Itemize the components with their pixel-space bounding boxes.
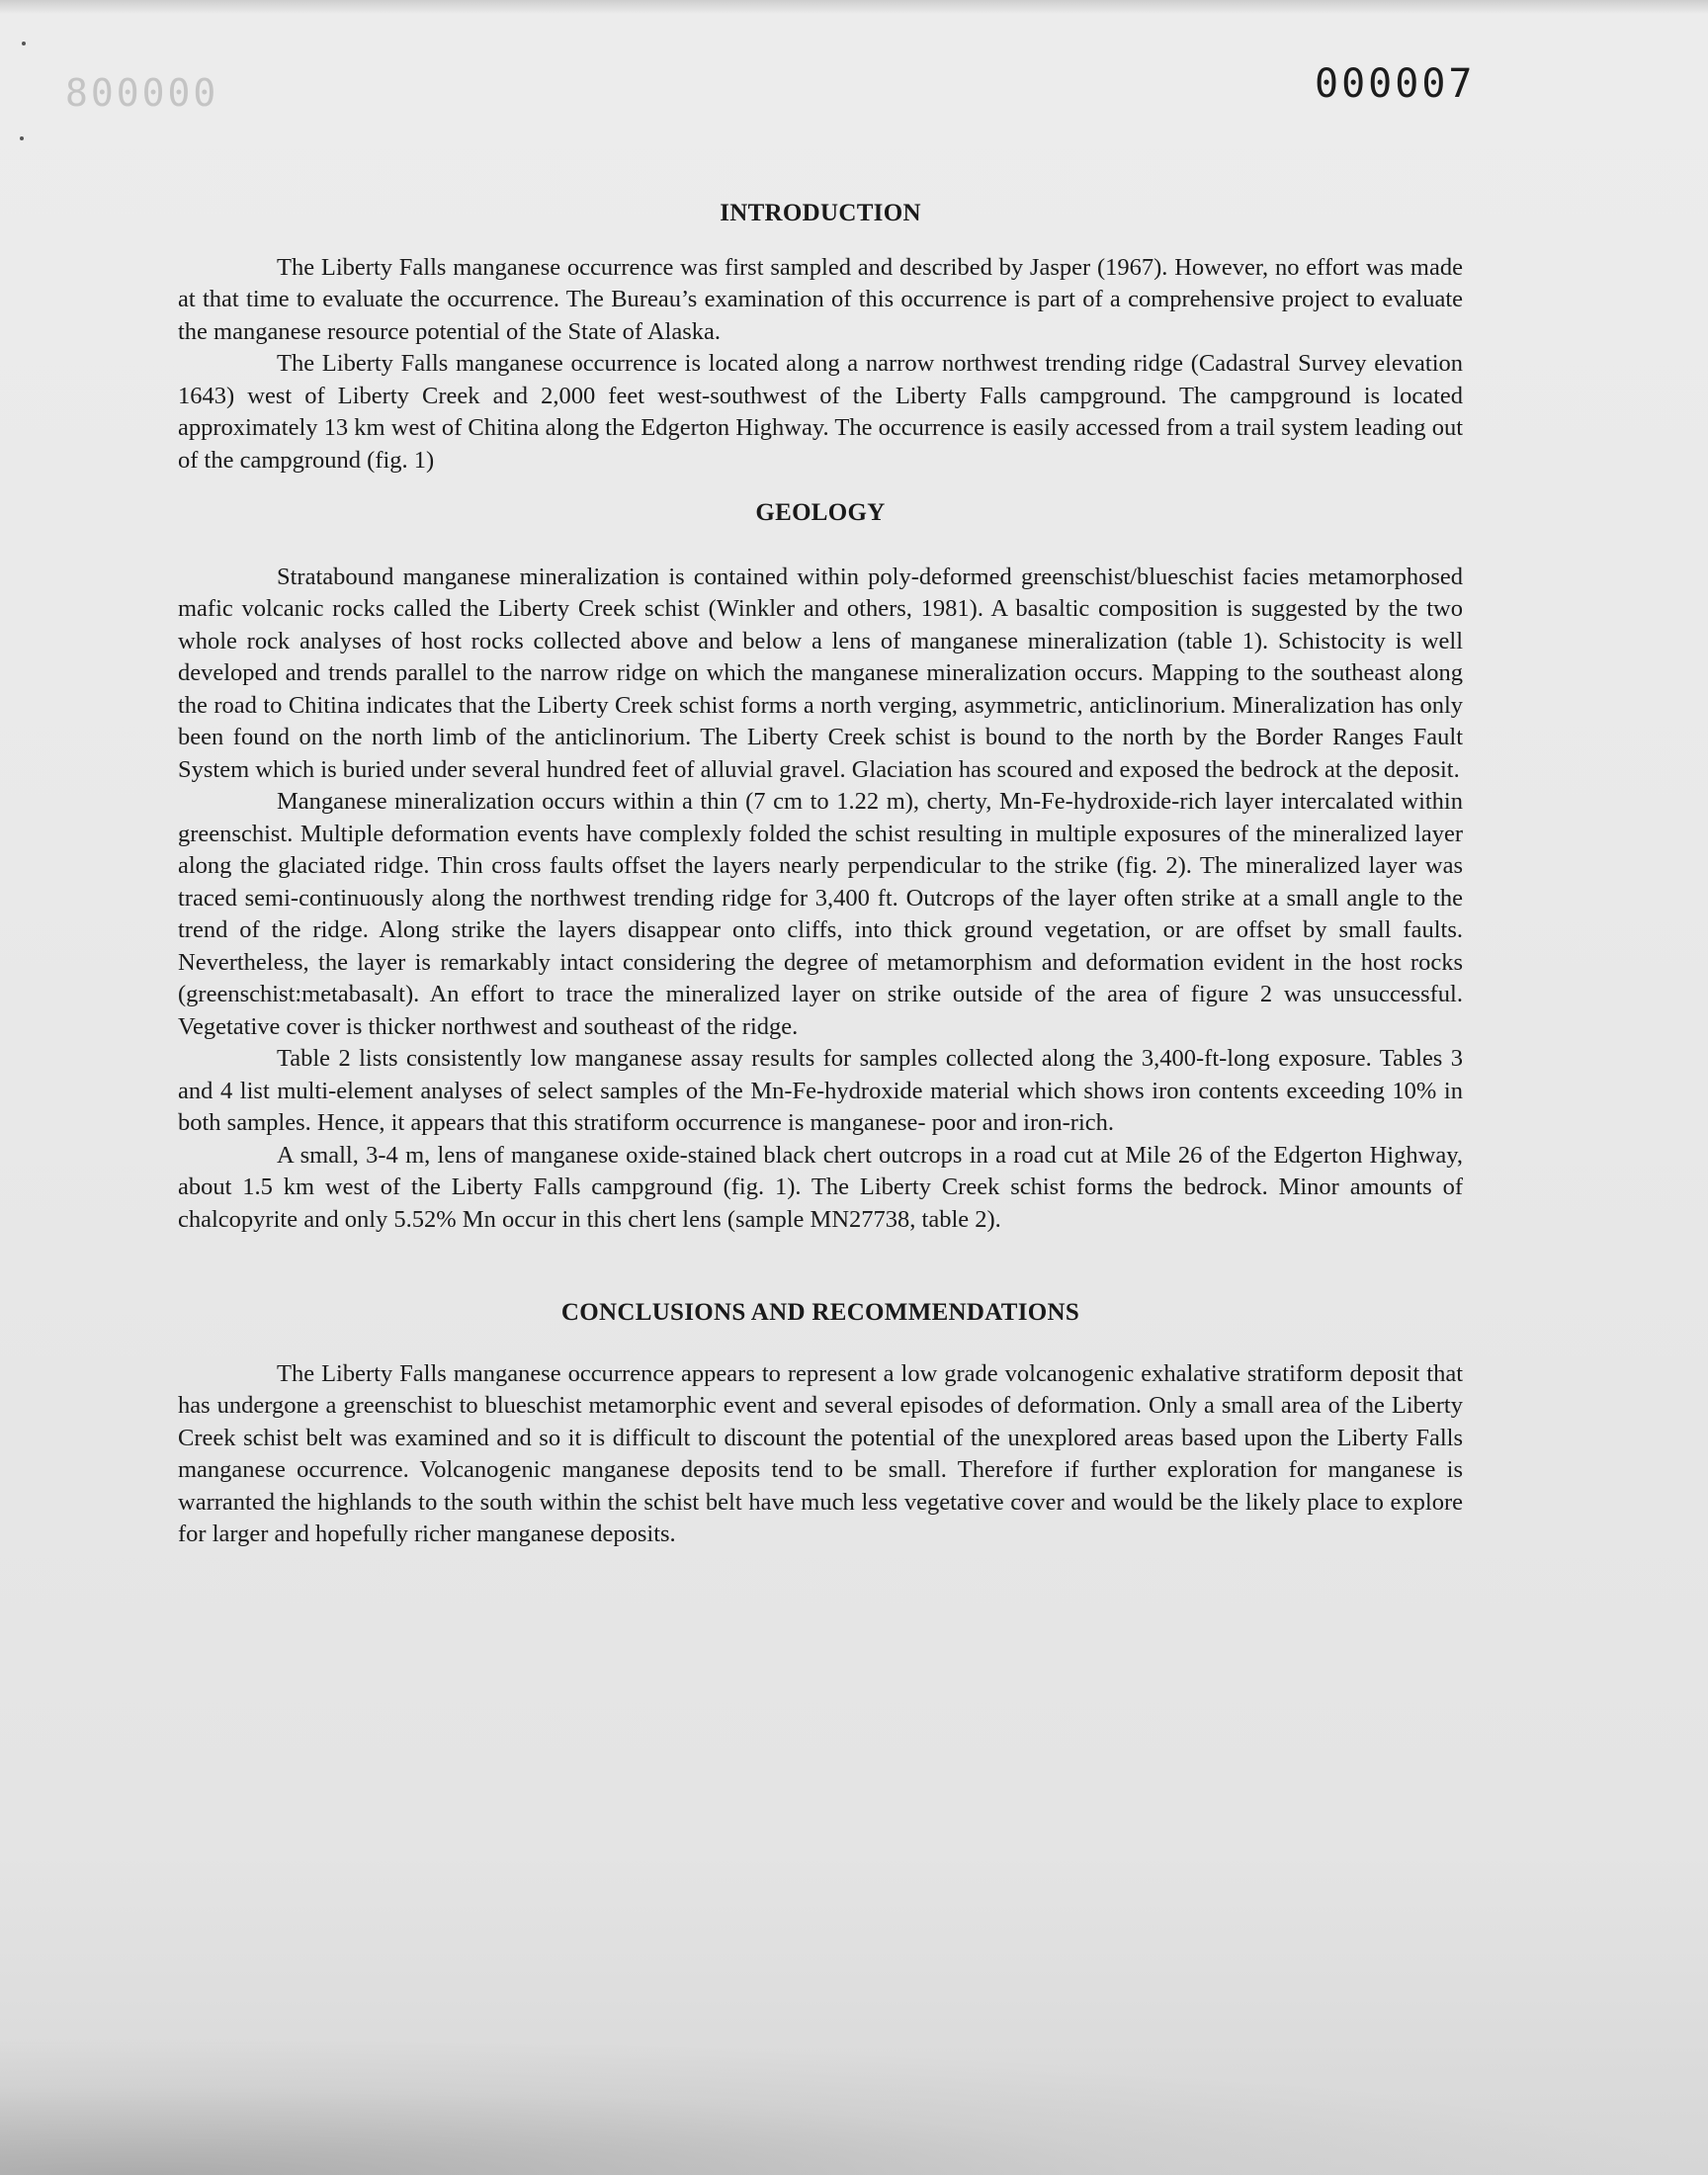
- introduction-heading: INTRODUCTION: [720, 200, 921, 226]
- geology-paragraph: Manganese mineralization occurs within a thin (7 cm to 1.22 m), cherty, Mn-Fe-hydroxide-rich layer intercalated within greenschist. Multiple deformation events have complexly folded the schist resulting in multiple exposures of the mineralized layer along the glaciated ridge. Thin cross faults offset the layers nearly perpendicular to the strike (fig. 2). The mineralized layer was traced semi-continuously along the northwest trending ridge for 3,400 ft. Outcrops of the layer often strike at a small angle to the trend of the ridge. Along strike the layers disappear onto cliffs, into thick ground vegetation, or are offset by small faults. Nevertheless, the layer is remarkably intact considering the degree of metamorphism and deformation evident in the host rocks (greenschist:metabasalt). An effort to trace the mineralized layer on strike outside of the area of figure 2 was unsuccessful. Vegetative cover is thicker northwest and southeast of the ridge.: [178, 788, 1463, 1040]
- geology-paragraph: Stratabound manganese mineralization is contained within poly-deformed greenschist/blueschist facies metamorphosed mafic volcanic rocks called the Liberty Creek schist (Winkler and others, 1981). A basaltic composition is suggested by the two whole rock analyses of host rocks collected above and below a lens of manganese mineralization (table 1). Schistocity is well developed and trends parallel to the narrow ridge on which the manganese mineralization occurs. Mapping to the southeast along the road to Chitina indicates that the Liberty Creek schist forms a north verging, asymmetric, anticlinorium. Mineralization has only been found on the north limb of the anticlinorium. The Liberty Creek schist is bound to the north by the Border Ranges Fault System which is buried under several hundred feet of alluvial gravel. Glaciation has scoured and exposed the bedrock at the deposit.: [178, 563, 1463, 783]
- conclusions-paragraph: The Liberty Falls manganese occurrence appears to represent a low grade volcanogenic exhalative stratiform deposit that has undergone a greenschist to blueschist metamorphic event and several episodes of deformation. Only a small area of the Liberty Creek schist belt was examined and so it is difficult to discount the potential of the unexplored areas based upon the Liberty Falls manganese occurrence. Volcanogenic manganese deposits tend to be small. Therefore if further exploration for manganese is warranted the highlands to the south within the schist belt have much less vegetative cover and would be the likely place to explore for larger and hopefully richer manganese deposits.: [178, 1359, 1463, 1547]
- scan-corner-shadow: [0, 2037, 1708, 2175]
- geology-paragraph: Table 2 lists consistently low manganese assay results for samples collected along the 3,400-ft-long exposure. Tables 3 and 4 list multi-element analyses of select samples of the Mn-Fe-hydroxide material which shows iron contents exceeding 10% in both samples. Hence, it appears that this stratiform occurrence is manganese- poor and iron-rich.: [178, 1045, 1463, 1136]
- scan-edge-shadow: [0, 0, 1708, 14]
- scan-speck: [20, 136, 24, 140]
- scan-speck: [22, 42, 26, 45]
- geology-paragraph: A small, 3-4 m, lens of manganese oxide-stained black chert outcrops in a road cut at Mile 26 of the Edgerton Highway, about 1.5 km west of the Liberty Falls campground (fig. 1). The Liberty Creek schist forms the bedrock. Minor amounts of chalcopyrite and only 5.52% Mn occur in this chert lens (sample MN27738, table 2).: [178, 1141, 1463, 1233]
- faint-page-number: 800000: [65, 71, 219, 115]
- introduction-paragraph: The Liberty Falls manganese occurrence was first sampled and described by Jasper (1967). However, no effort was made at that time to evaluate the occurrence. The Bureau’s examination of this occurrence is part of a comprehensive project to evaluate the manganese resource potential of the State of Alaska.: [178, 253, 1463, 345]
- page-number: 000007: [1315, 61, 1476, 107]
- conclusions-heading: CONCLUSIONS AND RECOMMENDATIONS: [560, 1299, 1080, 1326]
- introduction-paragraph: The Liberty Falls manganese occurrence is located along a narrow northwest trending ridge (Cadastral Survey elevation 1643) west of Liberty Creek and 2,000 feet west-southwest of the Liberty Falls campground. The campground is located approximately 13 km west of Chitina along the Edgerton Highway. The occurrence is easily accessed from a trail system leading out of the campground (fig. 1): [178, 350, 1463, 474]
- geology-heading: GEOLOGY: [755, 499, 886, 526]
- document-body: [178, 198, 1463, 1551]
